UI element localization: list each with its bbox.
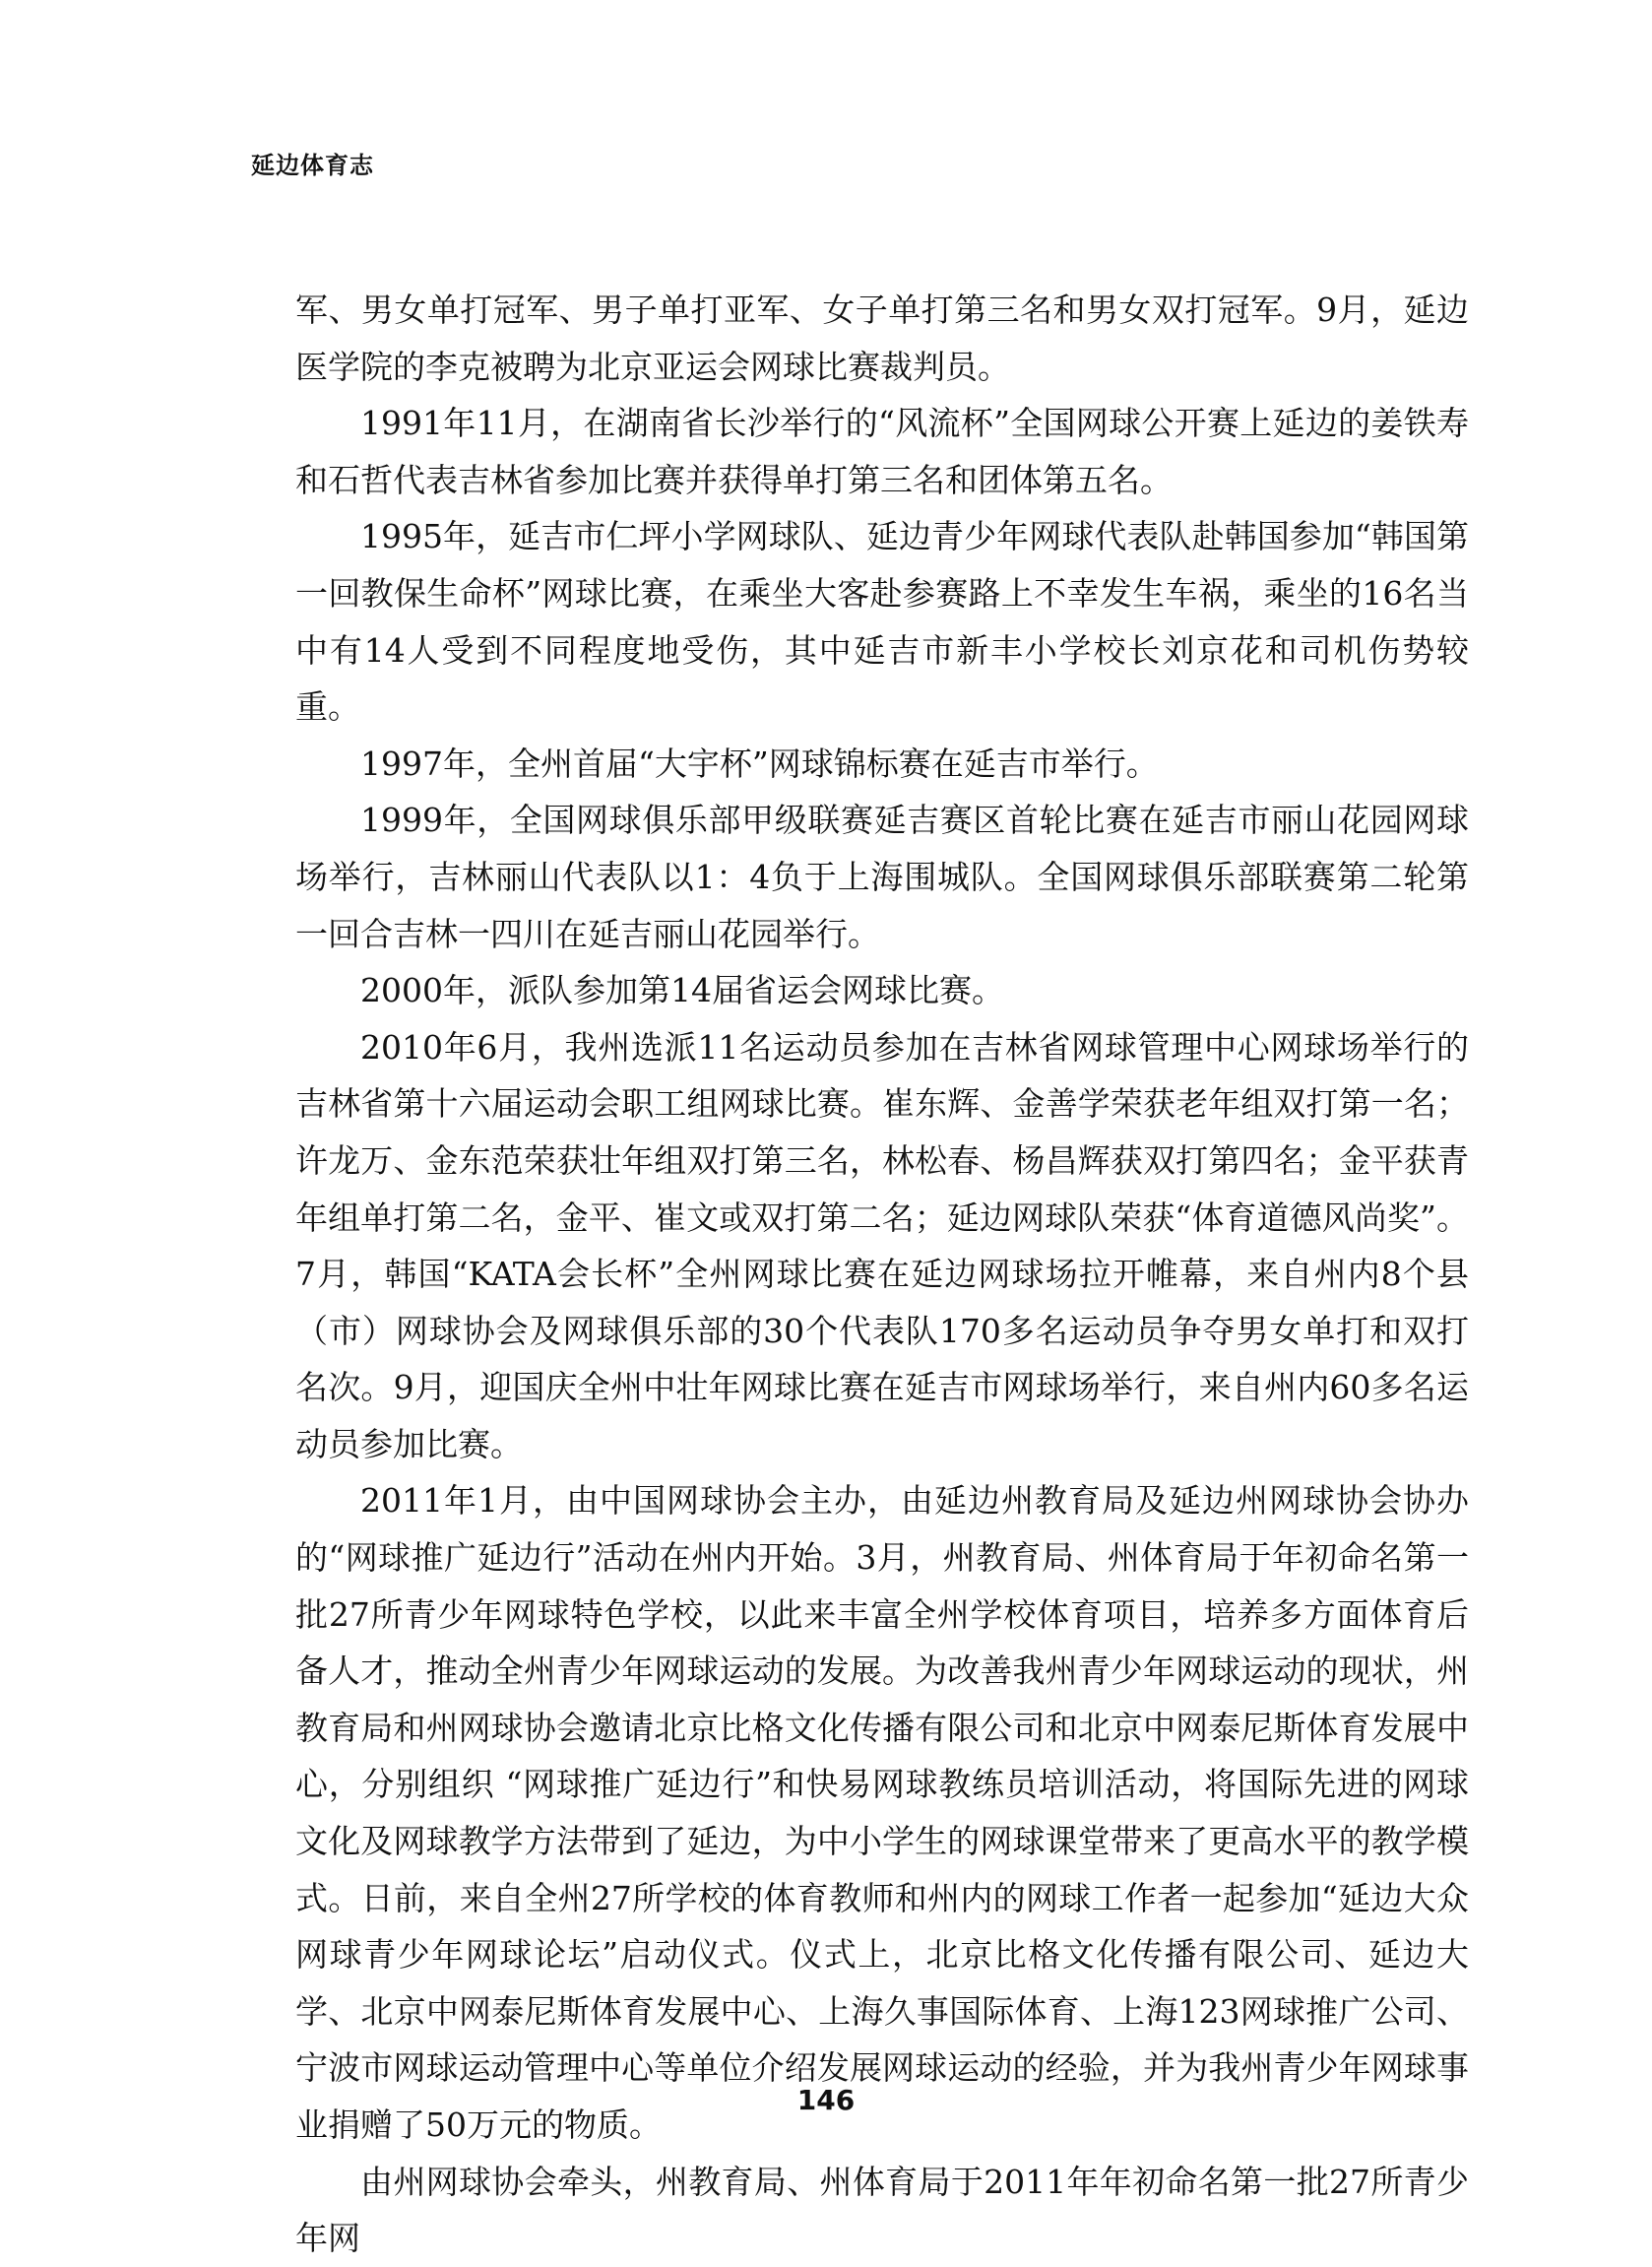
paragraph-association: 由州网球协会牵头，州教育局、州体育局于2011年年初命名第一批27所青少年网 bbox=[295, 2162, 1469, 2258]
paragraph-1991: 1991年11月，在湖南省长沙举行的“风流杯”全国网球公开赛上延边的姜铁寿和石哲代表吉林省参加比赛并获得单打第三名和团体第五名。 bbox=[295, 404, 1469, 499]
page-number: 146 bbox=[796, 2084, 856, 2116]
running-header: 延边体育志 bbox=[251, 152, 374, 179]
paragraph-1997: 1997年，全州首届“大宇杯”网球锦标赛在延吉市举行。 bbox=[360, 744, 1159, 783]
paragraph-2000: 2000年，派队参加第14届省运会网球比赛。 bbox=[360, 971, 1004, 1010]
paragraph-1995: 1995年，延吉市仁坪小学网球队、延边青少年网球代表队赴韩国参加“韩国第一回教保生命杯”网球比赛，在乘坐大客赴参赛路上不幸发生车祸，乘坐的16名当中有14人受到不同程度地受伤，其中延吉市新丰小学校长刘京花和司机伤势较重。 bbox=[295, 517, 1469, 727]
paragraph-continued: 军、男女单打冠军、男子单打亚军、女子单打第三名和男女双打冠军。9月，延边医学院的李克被聘为北京亚运会网球比赛裁判员。 bbox=[295, 291, 1469, 386]
paragraph-1999: 1999年，全国网球俱乐部甲级联赛延吉赛区首轮比赛在延吉市丽山花园网球场举行，吉林丽山代表队以1：4负于上海围城队。全国网球俱乐部联赛第二轮第一回合吉林一四川在延吉丽山花园举行。 bbox=[295, 801, 1469, 953]
body-text bbox=[295, 282, 1469, 2267]
paragraph-2010: 2010年6月，我州选派11名运动员参加在吉林省网球管理中心网球场举行的吉林省第十六届运动会职工组网球比赛。崔东辉、金善学荣获老年组双打第一名；许龙万、金东范荣获壮年组双打第三名，林松春、杨昌辉获双打第四名；金平获青年组单打第二名，金平、崔文或双打第二名；延边网球队荣获“体育道德风尚奖”。7月，韩国“KATA会长杯”全州网球比赛在延边网球场拉开帷幕，来自州内8个县（市）网球协会及网球俱乐部的30个代表队170多名运动员争夺男女单打和双打名次。9月，迎国庆全州中壮年网球比赛在延吉市网球场举行，来自州内60多名运动员参加比赛。 bbox=[295, 1027, 1469, 1463]
paragraph-2011: 2011年1月，由中国网球协会主办，由延边州教育局及延边州网球协会协办的“网球推广延边行”活动在州内开始。3月，州教育局、州体育局于年初命名第一批27所青少年网球特色学校，以此来丰富全州学校体育项目，培养多方面体育后备人才，推动全州青少年网球运动的发展。为改善我州青少年网球运动的现状，州教育局和州网球协会邀请北京比格文化传播有限公司和北京中网泰尼斯体育发展中心，分别组织 “网球推广延边行”和快易网球教练员培训活动，将国际先进的网球文化及网球教学方法带到了延边，为中小学生的网球课堂带来了更高水平的教学模式。日前，来自全州27所学校的体育教师和州内的网球工作者一起参加“延边大众网球青少年网球论坛”启动仪式。仪式上，北京比格文化传播有限公司、延边大学、北京中网泰尼斯体育发展中心、上海久事国际体育、上海123网球推广公司、宁波市网球运动管理中心等单位介绍发展网球运动的经验，并为我州青少年网球事业捐赠了50万元的物质。 bbox=[295, 1481, 1469, 2144]
